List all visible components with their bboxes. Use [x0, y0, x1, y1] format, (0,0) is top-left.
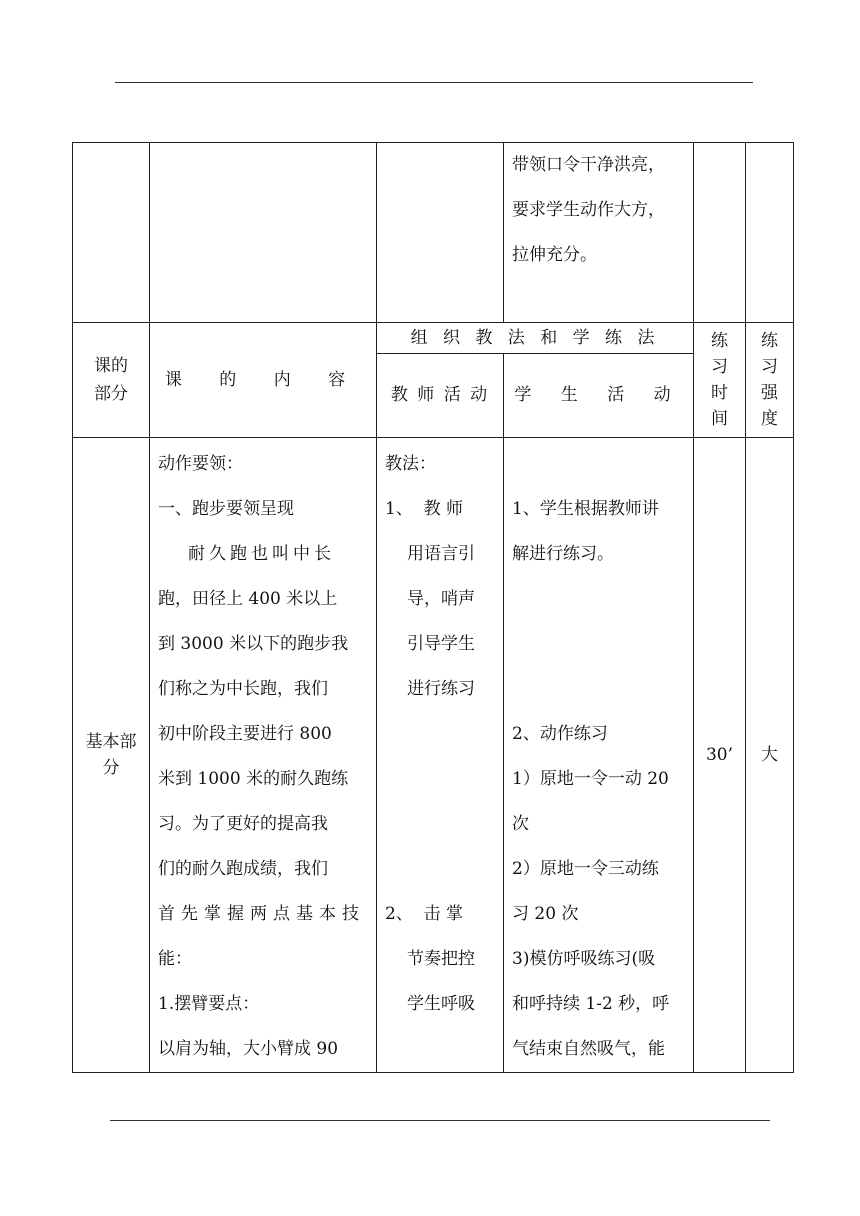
lesson-plan-table — [72, 142, 794, 1073]
time-header-cell — [694, 323, 746, 438]
prev-part-cell — [73, 143, 150, 323]
time-header-char: 间 — [711, 409, 728, 429]
footer-rule — [110, 1120, 770, 1121]
basic-teacher-cell — [377, 438, 504, 1073]
student-line: 1）原地一令一动 20 — [512, 769, 669, 789]
content-line: 耐久跑也叫中长 — [188, 544, 335, 564]
part-header-line: 部分 — [94, 384, 128, 404]
student-line: 解进行练习。 — [512, 544, 614, 564]
part-header-cell — [73, 323, 150, 438]
basic-part-line: 分 — [102, 758, 120, 778]
time-header-char: 习 — [711, 357, 728, 377]
content-line: 们的耐久跑成绩，我们 — [158, 859, 328, 879]
content-line: 能： — [158, 949, 192, 969]
student-line: 次 — [512, 814, 529, 834]
prev-content-cell — [150, 143, 377, 323]
student-header: 学 生 活 动 — [514, 385, 683, 405]
spacer — [385, 802, 497, 847]
spacer — [385, 712, 497, 757]
basic-content-cell — [150, 438, 377, 1073]
content-line: 初中阶段主要进行 800 — [158, 724, 332, 744]
prev-student-line: 带领口令干净洪亮， — [512, 155, 665, 175]
spacer — [512, 577, 687, 622]
content-line: 1.摆臂要点： — [158, 994, 260, 1014]
teacher-line: 进行练习 — [407, 679, 475, 699]
spacer — [512, 442, 687, 487]
teacher-line: 学生呼吸 — [407, 994, 475, 1014]
intensity-header-cell — [746, 323, 794, 438]
student-line: 1、学生根据教师讲 — [512, 499, 659, 519]
student-line: 和呼持续 1-2 秒，呼 — [512, 994, 670, 1014]
header-rule — [115, 82, 753, 83]
intensity-header-char: 强 — [761, 383, 778, 403]
content-line: 以肩为轴，大小臂成 90 — [158, 1039, 339, 1059]
basic-time-cell — [694, 438, 746, 1073]
prev-student-cell — [504, 143, 694, 323]
content-line: 习。为了更好的提高我 — [158, 814, 328, 834]
time-header-char: 时 — [711, 383, 728, 403]
teacher-line: 2、 击 掌 — [385, 904, 464, 924]
part-header-line: 课的 — [94, 356, 128, 376]
practice-time: 30’ — [705, 744, 734, 765]
teacher-line: 用语言引 — [407, 544, 475, 564]
prev-intensity-cell — [746, 143, 794, 323]
content-header-cell — [150, 323, 377, 438]
content-header: 课 的 内 容 — [164, 369, 362, 390]
teacher-line: 教法： — [385, 454, 436, 474]
prev-student-line: 要求学生动作大方， — [512, 200, 665, 220]
teacher-line: 1、 教 师 — [385, 499, 464, 519]
time-header-char: 练 — [711, 331, 728, 351]
content-line: 首先掌握两点基本技 — [158, 904, 365, 924]
student-line: 气结束自然吸气，能 — [512, 1039, 665, 1059]
student-header-cell — [504, 354, 694, 438]
teacher-line: 导，哨声 — [407, 589, 475, 609]
spacer — [512, 667, 687, 712]
student-line: 2、动作练习 — [512, 724, 608, 744]
student-line: 2）原地一令三动练 — [512, 859, 659, 879]
prev-teacher-cell — [377, 143, 504, 323]
teacher-header-cell — [377, 354, 504, 438]
content-line: 米到 1000 米的耐久跑练 — [158, 769, 349, 789]
basic-part-line: 基本部 — [85, 732, 137, 752]
teacher-line: 节奏把控 — [407, 949, 475, 969]
student-line: 习 20 次 — [512, 904, 579, 924]
continuation-row — [73, 143, 794, 323]
org-header: 组 织 教 法 和 学 练 法 — [410, 328, 660, 348]
basic-student-cell — [504, 438, 694, 1073]
intensity-header-char: 度 — [761, 409, 778, 429]
teacher-line: 引导学生 — [407, 634, 475, 654]
prev-student-line: 拉伸充分。 — [512, 245, 597, 265]
teacher-header: 教 师 活 动 — [390, 385, 490, 405]
spacer — [385, 847, 497, 892]
content-line: 到 3000 米以下的跑步我 — [158, 634, 349, 654]
prev-time-cell — [694, 143, 746, 323]
spacer — [385, 757, 497, 802]
basic-part-row — [73, 438, 794, 1073]
basic-intensity-cell — [746, 438, 794, 1073]
content-line: 跑，田径上 400 米以上 — [158, 589, 338, 609]
student-line: 3)模仿呼吸练习(吸 — [512, 949, 656, 969]
org-header-cell — [377, 323, 694, 354]
intensity-header-char: 练 — [761, 331, 778, 351]
spacer — [512, 622, 687, 667]
basic-part-cell — [73, 438, 150, 1073]
practice-intensity: 大 — [761, 744, 778, 765]
content-line: 一、跑步要领呈现 — [158, 499, 294, 519]
intensity-header-char: 习 — [761, 357, 778, 377]
content-line: 动作要领： — [158, 454, 243, 474]
content-line: 们称之为中长跑，我们 — [158, 679, 328, 699]
header-row-1 — [73, 323, 794, 354]
